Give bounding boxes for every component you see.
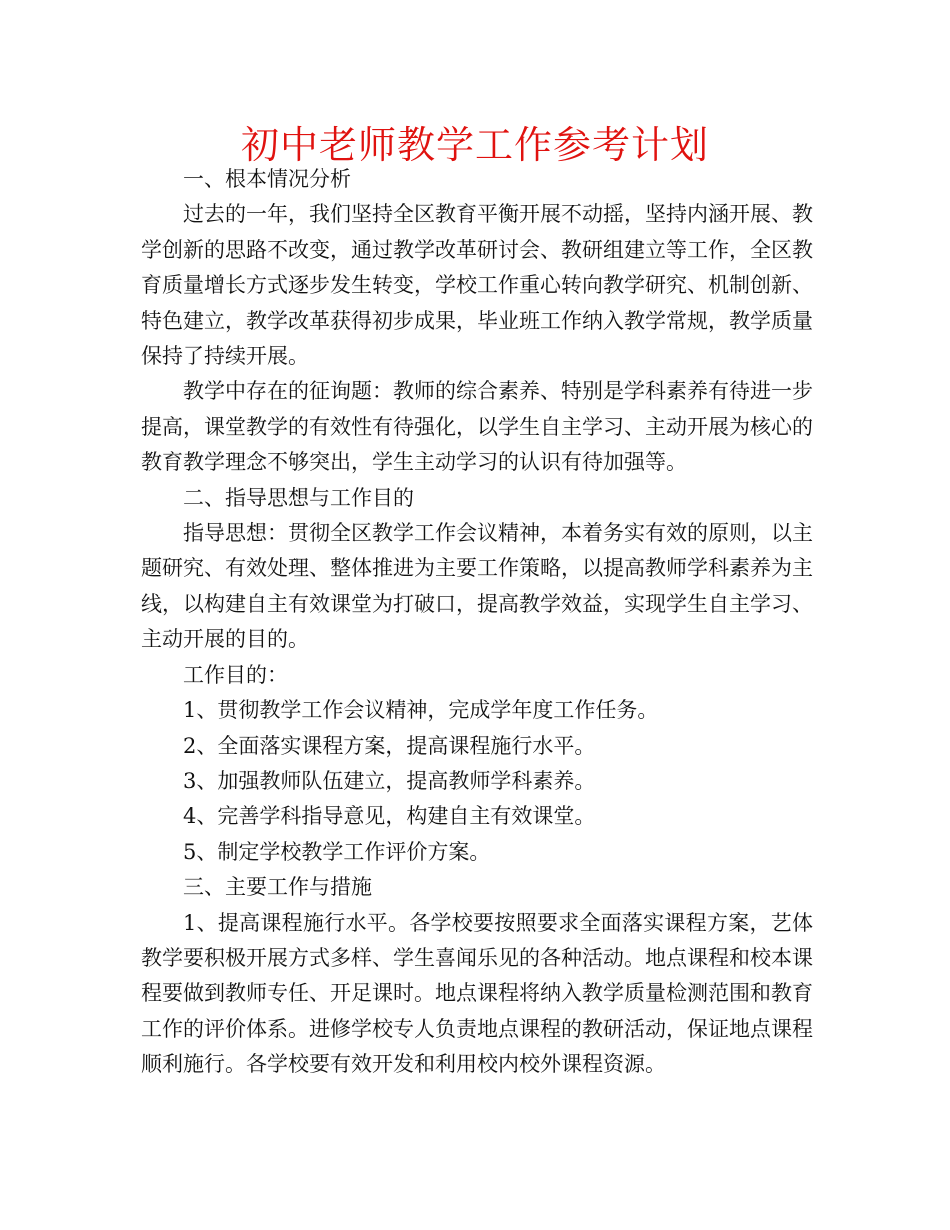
document-body: [141, 162, 813, 1083]
heading-1: 一、根本情况分析: [183, 167, 351, 191]
goals-label: 工作目的：: [183, 662, 288, 687]
document-title: 初中老师教学工作参考计划: [240, 123, 709, 167]
heading-3: 三、主要工作与措施: [183, 875, 372, 900]
paragraph: 过去的一年，我们坚持全区教育平衡开展不动摇，坚持内涵开展、教学创新的思路不改变，通过教学改革研讨会、教研组建立等工作，全区教育质量增长方式逐步发生转变，学校工作重心转向教学研究、机制创新、特色建立，教学改革获得初步成果，毕业班工作纳入教学常规，教学质量保持了持续开展。: [141, 202, 813, 369]
list-item: 5、制定学校教学工作评价方案。: [183, 839, 491, 864]
heading-2: 二、指导思想与工作目的: [183, 485, 414, 510]
paragraph: 1、提高课程施行水平。各学校要按照要求全面落实课程方案，艺体教学要积极开展方式多样、学生喜闻乐见的各种活动。地点课程和校本课程要做到教师专任、开足课时。地点课程将纳入教学质量检测范围和教育工作的评价体系。进修学校专人负责地点课程的教研活动，保证地点课程顺利施行。各学校要有效开发和利用校内校外课程资源。: [141, 910, 813, 1077]
paragraph: 指导思想：贯彻全区教学工作会议精神，本着务实有效的原则，以主题研究、有效处理、整体推进为主要工作策略，以提高教师学科素养为主线，以构建自主有效课堂为打破口，提高教学效益，实现学生自主学习、主动开展的目的。: [141, 521, 813, 652]
list-item: 1、贯彻教学工作会议精神，完成学年度工作任务。: [183, 698, 659, 723]
paragraph: 教学中存在的征询题：教师的综合素养、特别是学科素养有待进一步提高，课堂教学的有效性有待强化，以学生自主学习、主动开展为核心的教育教学理念不够突出，学生主动学习的认识有待加强等。: [141, 379, 813, 475]
list-item: 2、全面落实课程方案，提高课程施行水平。: [183, 733, 596, 758]
list-item: 4、完善学科指导意见，构建自主有效课堂。: [183, 804, 596, 829]
list-item: 3、加强教师队伍建立，提高教师学科素养。: [183, 768, 596, 793]
